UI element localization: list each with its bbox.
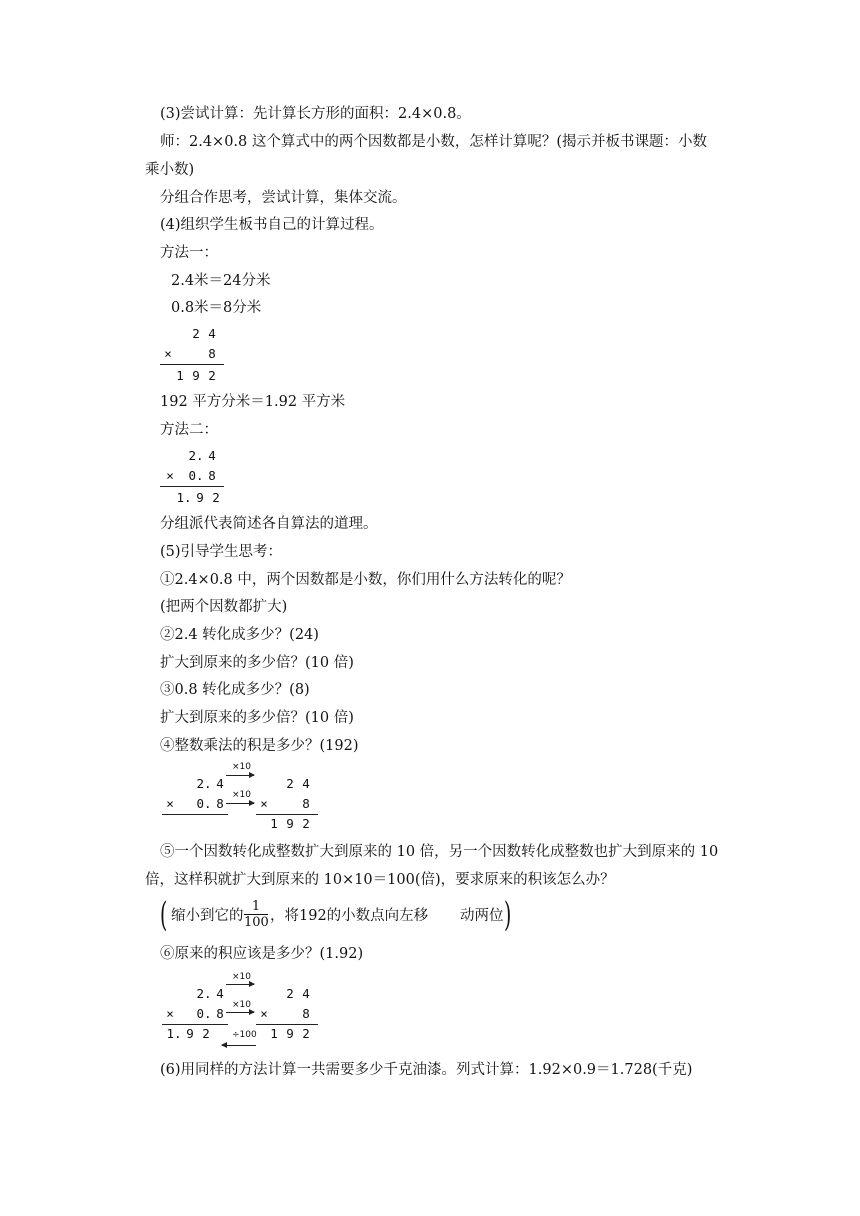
divide-100-label: ÷100 [232, 1030, 257, 1040]
digit: 2. [196, 776, 212, 791]
right-arrow-icon [226, 984, 254, 985]
digit: 2 [208, 368, 216, 383]
digit: 2 [302, 816, 310, 831]
answer-5-pre: 缩小到它的 [171, 908, 244, 924]
question-5: ⑤一个因数转化成整数扩大到原来的 10 倍，另一个因数转化成整数也扩大到原来的 10 [160, 844, 719, 860]
digit: 2 [202, 1026, 210, 1041]
digit: 2 [212, 490, 220, 505]
question-3: ③0.8 转化成多少？(8) [160, 682, 310, 698]
digit: 2. [188, 448, 204, 463]
fraction-numerator: 1 [244, 899, 268, 915]
digit: 9 [186, 1026, 194, 1041]
calc-rule [256, 1024, 318, 1025]
digit: 8 [208, 468, 216, 483]
digit: 9 [286, 1026, 294, 1041]
step-5-line: (5)引导学生思考： [160, 544, 283, 560]
right-arrow-icon [226, 775, 254, 776]
digit: 9 [286, 816, 294, 831]
close-paren: ) [504, 895, 512, 935]
teacher-line: 师：2.4×0.8 这个算式中的两个因数都是小数，怎样计算呢？(揭示并板书课题：小数 [160, 134, 708, 150]
calc-rule [160, 364, 224, 365]
question-2b: 扩大到原来的多少倍？(10 倍) [160, 655, 354, 671]
digit: 9 [192, 368, 200, 383]
times-sign: × [260, 796, 268, 811]
times-10-label: ×10 [232, 972, 251, 982]
answer-5-end: 动两位 [460, 908, 504, 924]
calc-rule [162, 814, 228, 815]
digit: 1. [166, 1026, 182, 1041]
digit: 4 [208, 448, 216, 463]
open-paren: ( [160, 895, 168, 935]
times-10-label: ×10 [232, 762, 251, 772]
digit: 8 [216, 1006, 224, 1021]
times-sign: × [164, 346, 172, 361]
digit: 2. [196, 986, 212, 1001]
digit: 8 [302, 1006, 310, 1021]
right-arrow-icon [226, 1012, 254, 1013]
question-1: ①2.4×0.8 中，两个因数都是小数，你们用什么方法转化的呢？ [160, 572, 571, 588]
method-2-heading: 方法二： [160, 422, 218, 438]
digit: 4 [302, 986, 310, 1001]
digit: 4 [302, 776, 310, 791]
step-6-line: (6)用同样的方法计算一共需要多少千克油漆。列式计算：1.92×0.9＝1.728(千克) [160, 1062, 693, 1078]
digit: 1. [176, 490, 192, 505]
method-1-conv-b: 0.8米＝8分米 [171, 300, 262, 316]
digit: 8 [216, 796, 224, 811]
times-sign: × [260, 1006, 268, 1021]
question-2: ②2.4 转化成多少？(24) [160, 627, 319, 643]
question-5-cont: 倍，这样积就扩大到原来的 10×10＝100(倍)，要求原来的积该怎么办？ [145, 872, 615, 888]
digit: 9 [196, 490, 204, 505]
method-1-result: 192 平方分米＝1.92 平方米 [160, 394, 346, 410]
digit: 0. [188, 468, 204, 483]
fraction-denominator: 100 [244, 915, 269, 930]
question-3b: 扩大到原来的多少倍？(10 倍) [160, 710, 354, 726]
times-10-label: ×10 [232, 790, 251, 800]
calc-rule [256, 814, 318, 815]
digit: 2 [286, 776, 294, 791]
calc-rule [160, 486, 224, 487]
step-3-line: (3)尝试计算：先计算长方形的面积：2.4×0.8。 [160, 106, 471, 122]
fraction [244, 899, 268, 930]
times-sign: × [166, 468, 174, 483]
right-arrow-icon [226, 803, 254, 804]
step-4-line: (4)组织学生板书自己的计算过程。 [160, 217, 384, 233]
times-sign: × [166, 1006, 174, 1021]
digit: 2 [302, 1026, 310, 1041]
digit: 1 [176, 368, 184, 383]
question-4: ④整数乘法的积是多少？(192) [160, 738, 359, 754]
left-arrow-icon [222, 1045, 256, 1046]
answer-1: (把两个因数都扩大) [160, 599, 288, 615]
group-line: 分组合作思考，尝试计算，集体交流。 [160, 190, 407, 206]
answer-5-mid: ，将192的小数点向左移 [270, 908, 429, 924]
digit: 1 [270, 1026, 278, 1041]
digit: 0. [196, 796, 212, 811]
digit: 8 [208, 346, 216, 361]
digit: 4 [216, 986, 224, 1001]
explain-line: 分组派代表简述各自算法的道理。 [160, 516, 378, 532]
digit: 2 [192, 326, 200, 341]
digit: 2 [286, 986, 294, 1001]
method-1-heading: 方法一： [160, 245, 218, 261]
calc-rule [162, 1024, 228, 1025]
times-10-label: ×10 [232, 1000, 251, 1010]
question-6: ⑥原来的积应该是多少？(1.92) [160, 946, 364, 962]
digit: 1 [270, 816, 278, 831]
teacher-line-cont: 乘小数) [145, 162, 195, 178]
digit: 4 [208, 326, 216, 341]
digit: 0. [196, 1006, 212, 1021]
times-sign: × [166, 796, 174, 811]
digit: 8 [302, 796, 310, 811]
digit: 4 [216, 776, 224, 791]
method-1-conv-a: 2.4米＝24分米 [171, 273, 271, 289]
